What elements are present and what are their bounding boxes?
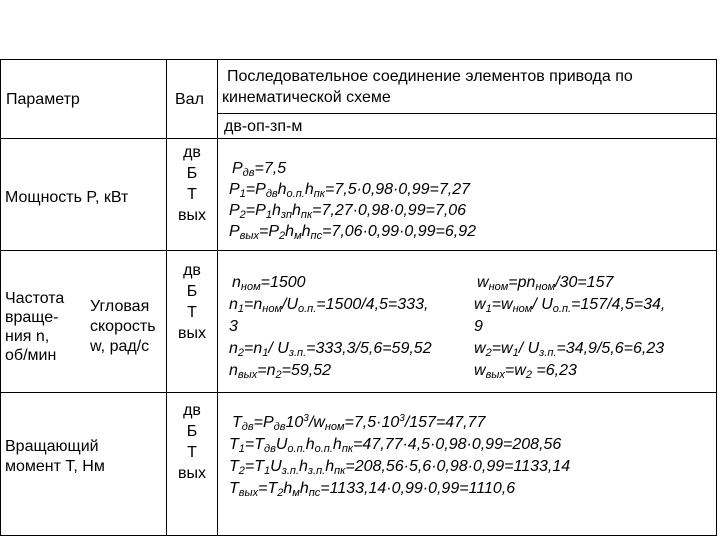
speed-w-line: $w_2=w_1/$ $U_{з.п.}=34,9/5,6=6,23$ bbox=[474, 340, 665, 359]
header-scheme-sub: дв-оп-зп-м bbox=[224, 118, 303, 135]
speed-ang-label: скорость bbox=[90, 318, 156, 335]
speed-ang-label: Угловая bbox=[90, 298, 150, 315]
shaft-dv: дв bbox=[183, 144, 201, 161]
rule-power-bottom bbox=[0, 250, 717, 251]
shaft-b: Б bbox=[186, 165, 198, 182]
power-line: $P_{дв}=7,5$ bbox=[232, 160, 287, 179]
speed-n-line: $n_2=n_1/$ $U_{з.п.}=333,3/5,6=59,52$ bbox=[229, 340, 432, 359]
header-scheme-line2: кинематической схеме bbox=[222, 89, 391, 106]
speed-w-line: $w_{вых}=w_2 =6,23$ bbox=[474, 362, 577, 381]
speed-freq-label: враще- bbox=[5, 309, 59, 326]
power-line: $P_2=P_1h_{зп}h_{пк}=7,27\cdot 0,98\cdot 0,99=7,06$ bbox=[229, 202, 467, 221]
header-shaft: Вал bbox=[175, 91, 204, 108]
speed-ang-label: w, рад/с bbox=[90, 338, 150, 355]
shaft-t: Т bbox=[187, 186, 197, 203]
power-line: $P_1=P_{дв}h_{о.п.}h_{пк}=7,5\cdot 0,98\cdot 0,99=7,27$ bbox=[229, 181, 471, 200]
power-label: Мощность P, кВт bbox=[5, 189, 129, 206]
speed-w-line: $w_{ном}=pn_{ном}/30=157$ bbox=[477, 274, 614, 293]
speed-freq-label: Частота bbox=[5, 290, 65, 307]
rule-left bbox=[0, 59, 1, 536]
speed-n-line: $n_1=n_{ном}/U_{о.п.}=1500/4,5=333$, bbox=[229, 296, 429, 315]
shaft-dv: дв bbox=[183, 402, 201, 419]
speed-n-line: $n_{ном}=1500$ bbox=[232, 274, 306, 293]
shaft-t: Т bbox=[187, 444, 197, 461]
torque-line: $T_2=T_1U_{з.п.}h_{з.п.}h_{пк}=208,56\cdot 5,6\cdot 0,98\cdot 0,99=1133,14$ bbox=[229, 458, 571, 477]
rule-subheader bbox=[217, 113, 717, 114]
speed-w-line: $w_1=w_{ном}/$ $U_{о.п.}=157/4,5=34$, bbox=[474, 296, 666, 315]
shaft-dv: дв bbox=[183, 262, 201, 279]
torque-label: момент T, Нм bbox=[5, 458, 105, 475]
speed-freq-label: ния n, bbox=[5, 328, 50, 345]
shaft-out: вых bbox=[178, 207, 206, 224]
speed-n-line: $n_{вых}=n_2=59,52$ bbox=[229, 362, 332, 381]
rule-header-bottom bbox=[0, 138, 717, 139]
header-parameter: Параметр bbox=[6, 91, 80, 108]
shaft-t: Т bbox=[187, 304, 197, 321]
rule-shaft bbox=[217, 59, 218, 536]
torque-line: $T_{дв}=P_{дв}10^3/w_{ном}=7,5\cdot 10^3/157=47,77$ bbox=[232, 413, 486, 433]
shaft-out: вых bbox=[178, 465, 206, 482]
speed-w-line: 9 bbox=[474, 318, 483, 335]
speed-n-line: 3 bbox=[229, 318, 238, 335]
shaft-out: вых bbox=[178, 325, 206, 342]
power-line: $P_{вых}=P_2h_мh_{пс}=7,06\cdot 0,99\cdot 0,99=6,92$ bbox=[229, 223, 476, 242]
rule-speed-bottom bbox=[0, 392, 717, 393]
rule-right bbox=[716, 59, 717, 536]
speed-freq-label: об/мин bbox=[5, 347, 57, 364]
shaft-b: Б bbox=[186, 283, 198, 300]
kinematic-table bbox=[0, 59, 717, 536]
rule-param bbox=[166, 59, 167, 536]
shaft-b: Б bbox=[186, 423, 198, 440]
rule-top bbox=[0, 59, 717, 60]
torque-label: Вращающий bbox=[5, 438, 99, 455]
torque-line: $T_{вых}=T_2h_мh_{пс}=1133,14\cdot 0,99\cdot 0,99=1110,6$ bbox=[229, 480, 516, 499]
torque-line: $T_1=T_{дв}U_{о.п.}h_{о.п.}h_{пк}=47,77\cdot 4,5\cdot 0,98\cdot 0,99=208,56$ bbox=[229, 436, 562, 455]
rule-bottom bbox=[0, 535, 717, 536]
header-scheme-line1: Последовательное соединение элементов привода по bbox=[227, 68, 633, 85]
